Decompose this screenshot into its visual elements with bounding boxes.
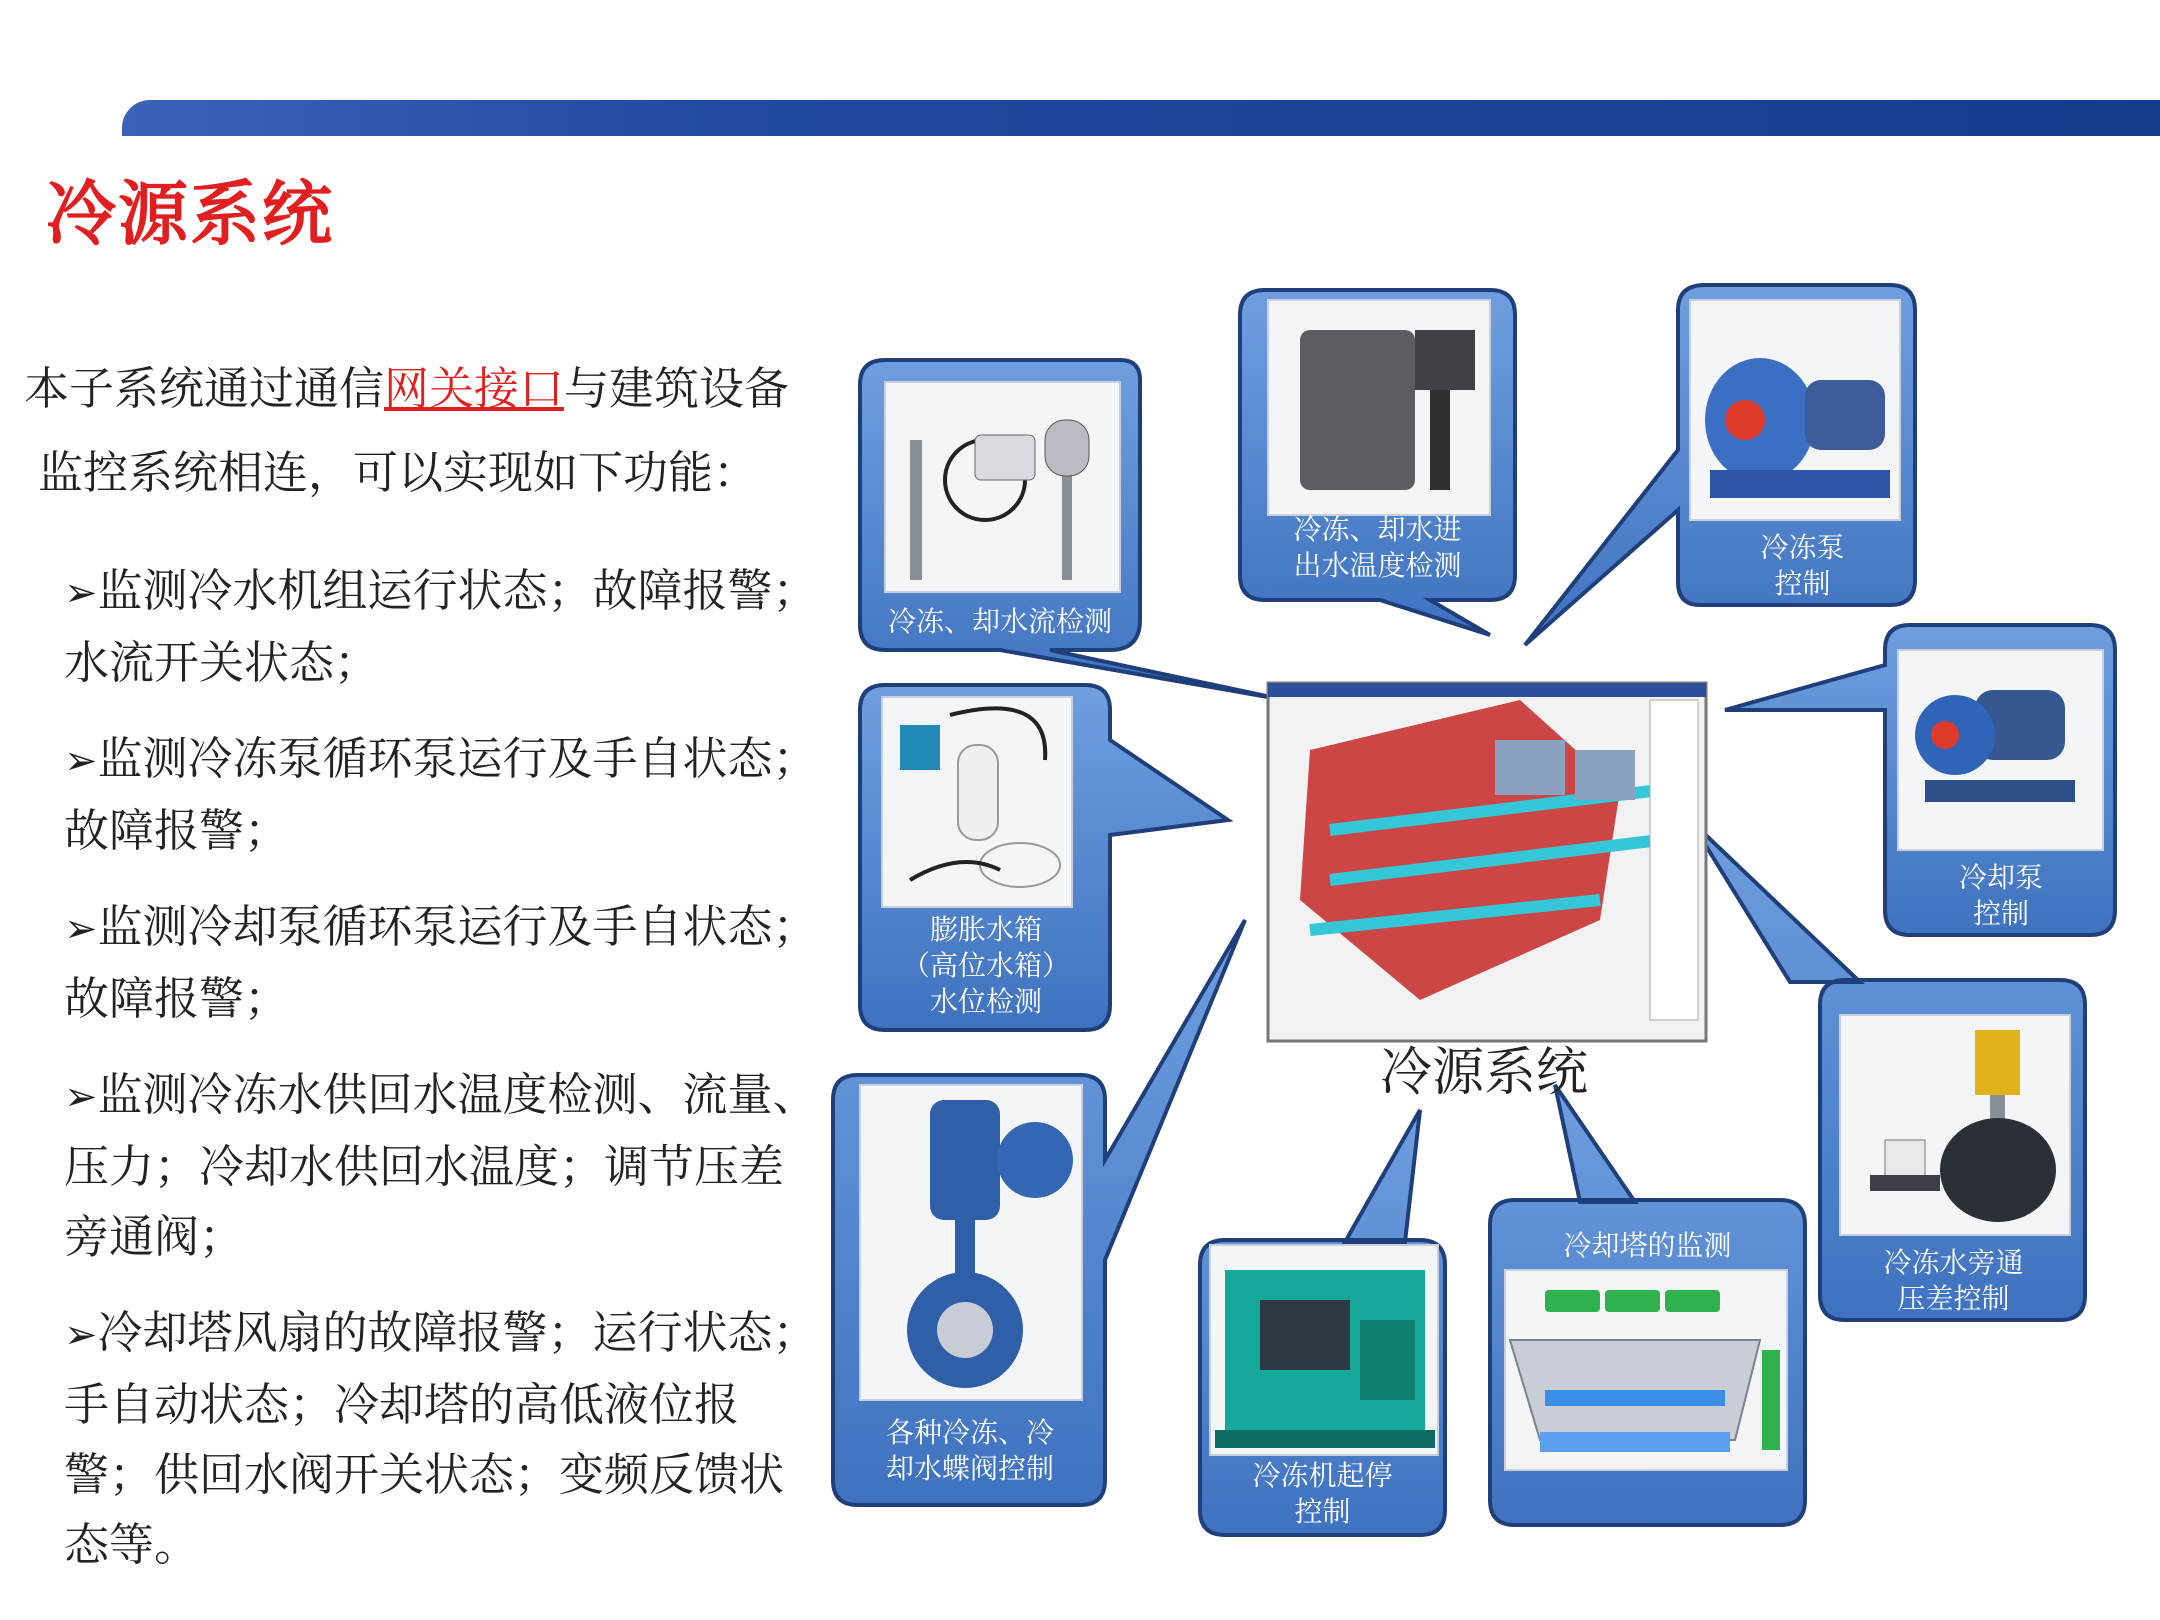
callout-chiller-label [1200, 1458, 1445, 1530]
chiller-icon [1215, 1270, 1435, 1448]
callout-valve-label [835, 1415, 1105, 1487]
callout-tank-line: 膨胀水箱 [929, 913, 1042, 946]
callout-valve-line: 却水蝶阀控制 [885, 1452, 1054, 1485]
callout-bypass-label [1822, 1245, 2085, 1317]
callout-pump1-label [1690, 530, 1915, 602]
gateway-link[interactable]: 网关接口 [384, 362, 565, 415]
arrow-icon: ➢ [64, 1312, 98, 1358]
callout-bypass-line: 压差控制 [1897, 1282, 2010, 1315]
cooling-pump-icon [1915, 690, 2075, 802]
callout-flow-label: 冷冻、却水流检测 [887, 605, 1112, 638]
callout-temp-line: 出水温度检测 [1293, 549, 1462, 582]
arrow-icon: ➢ [64, 906, 98, 952]
list-item-text: 冷却塔风扇的故障报警；运行状态；手自动状态；冷却塔的高低液位报警；供回水阀开关状态；变频反馈状态等。 [64, 1306, 818, 1571]
callout-chiller-line: 控制 [1294, 1495, 1351, 1528]
center-system-label: 冷源系统 [1380, 1043, 1589, 1103]
callout-bypass-line: 冷冻水旁通 [1883, 1246, 2024, 1279]
intro-line-2: 监控系统相连，可以实现如下功能： [38, 446, 759, 499]
callout-tower-label: 冷却塔的监测 [1563, 1229, 1732, 1262]
callout-pump2-line: 冷却泵 [1958, 861, 2043, 894]
list-item-text: 监测冷冻泵循环泵运行及手自状态；故障报警； [64, 732, 818, 857]
callout-temp-line: 冷冻、却水进 [1293, 513, 1462, 546]
callout-temp-label [1240, 512, 1515, 584]
arrow-icon: ➢ [64, 570, 98, 616]
callout-chiller-line: 冷冻机起停 [1252, 1459, 1393, 1492]
arrow-icon: ➢ [64, 738, 98, 784]
page-title: 冷源系统 [46, 173, 334, 255]
callout-pump2-label [1887, 860, 2115, 932]
callout-tank-label [862, 912, 1110, 1020]
callout-pump2-line: 控制 [1972, 897, 2029, 930]
list-item-text: 监测冷水机组运行状态；故障报警；水流开关状态； [64, 564, 818, 689]
callout-pump1-line: 冷冻泵 [1760, 531, 1845, 564]
callout-pump1-line: 控制 [1774, 567, 1831, 600]
callout-tank-line: （高位水箱） [901, 949, 1070, 982]
intro-text: 与建筑设备 [564, 362, 790, 415]
intro-text: 本子系统通过通信 [24, 362, 385, 415]
central-monitor-screen [1268, 683, 1706, 1041]
callout-tank-line: 水位检测 [929, 985, 1042, 1018]
list-item-text: 监测冷冻水供回水温度检测、流量、压力；冷却水供回水温度；调节压差旁通阀； [64, 1068, 818, 1263]
callout-valve-line: 各种冷冻、冷 [885, 1416, 1054, 1449]
arrow-icon: ➢ [64, 1074, 98, 1120]
list-item-text: 监测冷却泵循环泵运行及手自状态；故障报警； [64, 900, 818, 1025]
temp-sensor-icon [1300, 330, 1475, 490]
